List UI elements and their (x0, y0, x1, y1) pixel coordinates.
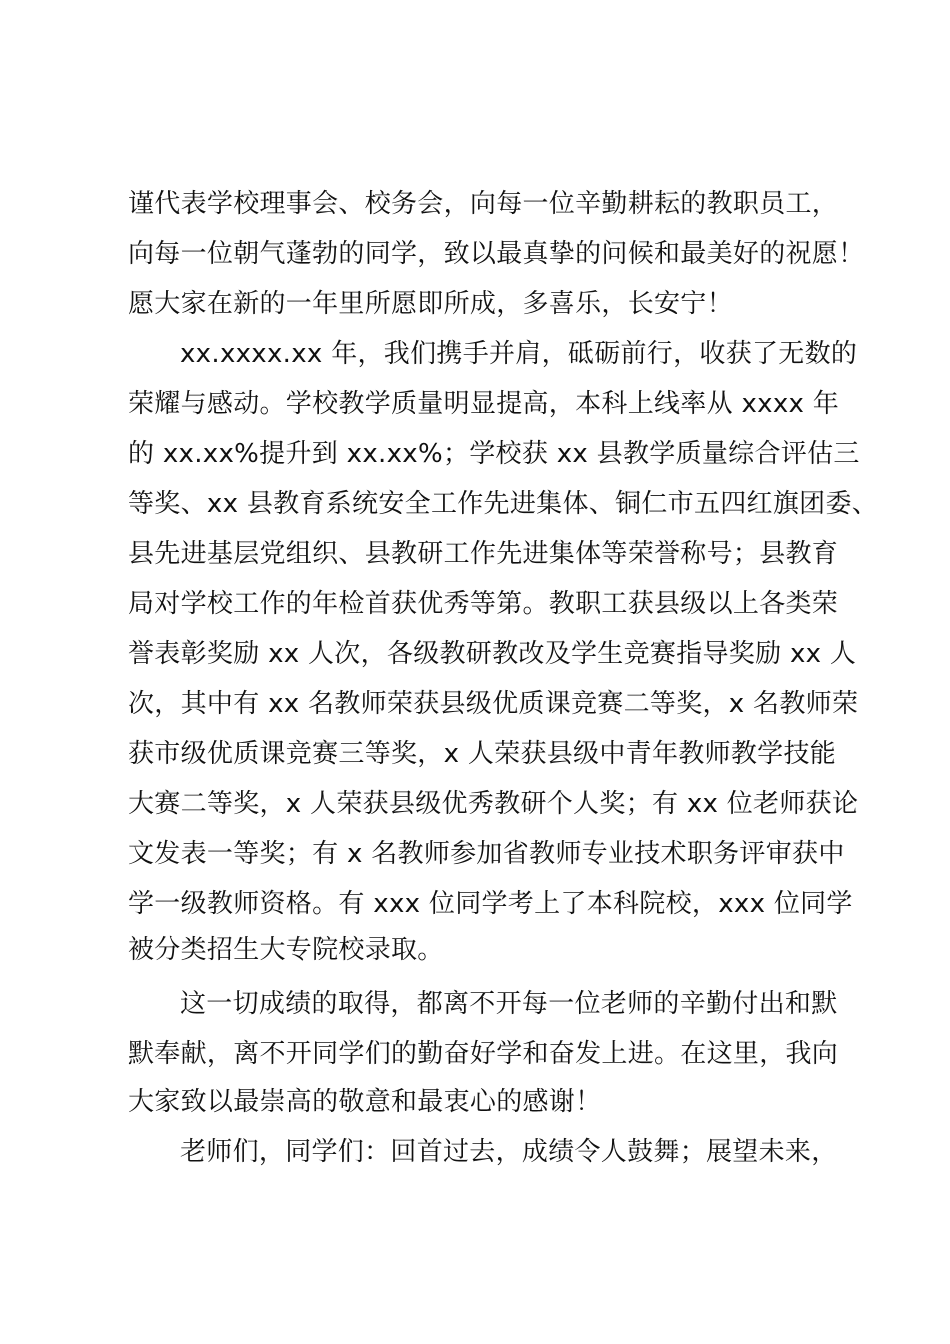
paragraph-start: 这一切成绩的取得，都离不开每一位老师的辛勤付出和默 (180, 989, 838, 1019)
text-line: 获市级优质课竞赛三等奖，x 人荣获县级中青年教师教学技能 (128, 739, 837, 769)
text-line: 默奉献，离不开同学们的勤奋好学和奋发上进。在这里，我向 (128, 1039, 839, 1069)
text-line: 次，其中有 xx 名教师荣获县级优质课竞赛二等奖，x 名教师荣 (128, 689, 859, 719)
text-line: 大赛二等奖，x 人荣获县级优秀教研个人奖；有 xx 位老师获论 (128, 789, 859, 819)
text-line: 县先进基层党组织、县教研工作先进集体等荣誉称号；县教育 (128, 539, 839, 569)
text-line: 荣耀与感动。学校教学质量明显提高，本科上线率从 xxxx 年 (128, 389, 840, 419)
text-line: 的 xx.xx%提升到 xx.xx%；学校获 xx 县教学质量综合评估三 (128, 439, 860, 469)
text-line: 局对学校工作的年检首获优秀等第。教职工获县级以上各类荣 (128, 589, 839, 619)
paragraph-start: xx.xxxx.xx 年，我们携手并肩，砥砺前行，收获了无数的 (180, 339, 858, 369)
text-line: 文发表一等奖；有 x 名教师参加省教师专业技术职务评审获中 (128, 839, 845, 869)
text-line: 大家致以最崇高的敬意和最衷心的感谢！ (128, 1087, 602, 1117)
text-line: 向每一位朝气蓬勃的同学，致以最真挚的问候和最美好的祝愿！ (128, 239, 865, 269)
text-line: 愿大家在新的一年里所愿即所成，多喜乐，长安宁！ (128, 289, 733, 319)
text-line: 谨代表学校理事会、校务会，向每一位辛勤耕耘的教职员工， (128, 189, 839, 219)
text-line: 学一级教师资格。有 xxx 位同学考上了本科院校，xxx 位同学 (128, 889, 853, 919)
text-line: 等奖、xx 县教育系统安全工作先进集体、铜仁市五四红旗团委、 (128, 489, 879, 519)
paragraph-start: 老师们，同学们：回首过去，成绩令人鼓舞；展望未来， (180, 1137, 838, 1167)
text-line: 被分类招生大专院校录取。 (128, 935, 444, 965)
text-line: 誉表彰奖励 xx 人次，各级教研教改及学生竞赛指导奖励 xx 人 (128, 639, 857, 669)
